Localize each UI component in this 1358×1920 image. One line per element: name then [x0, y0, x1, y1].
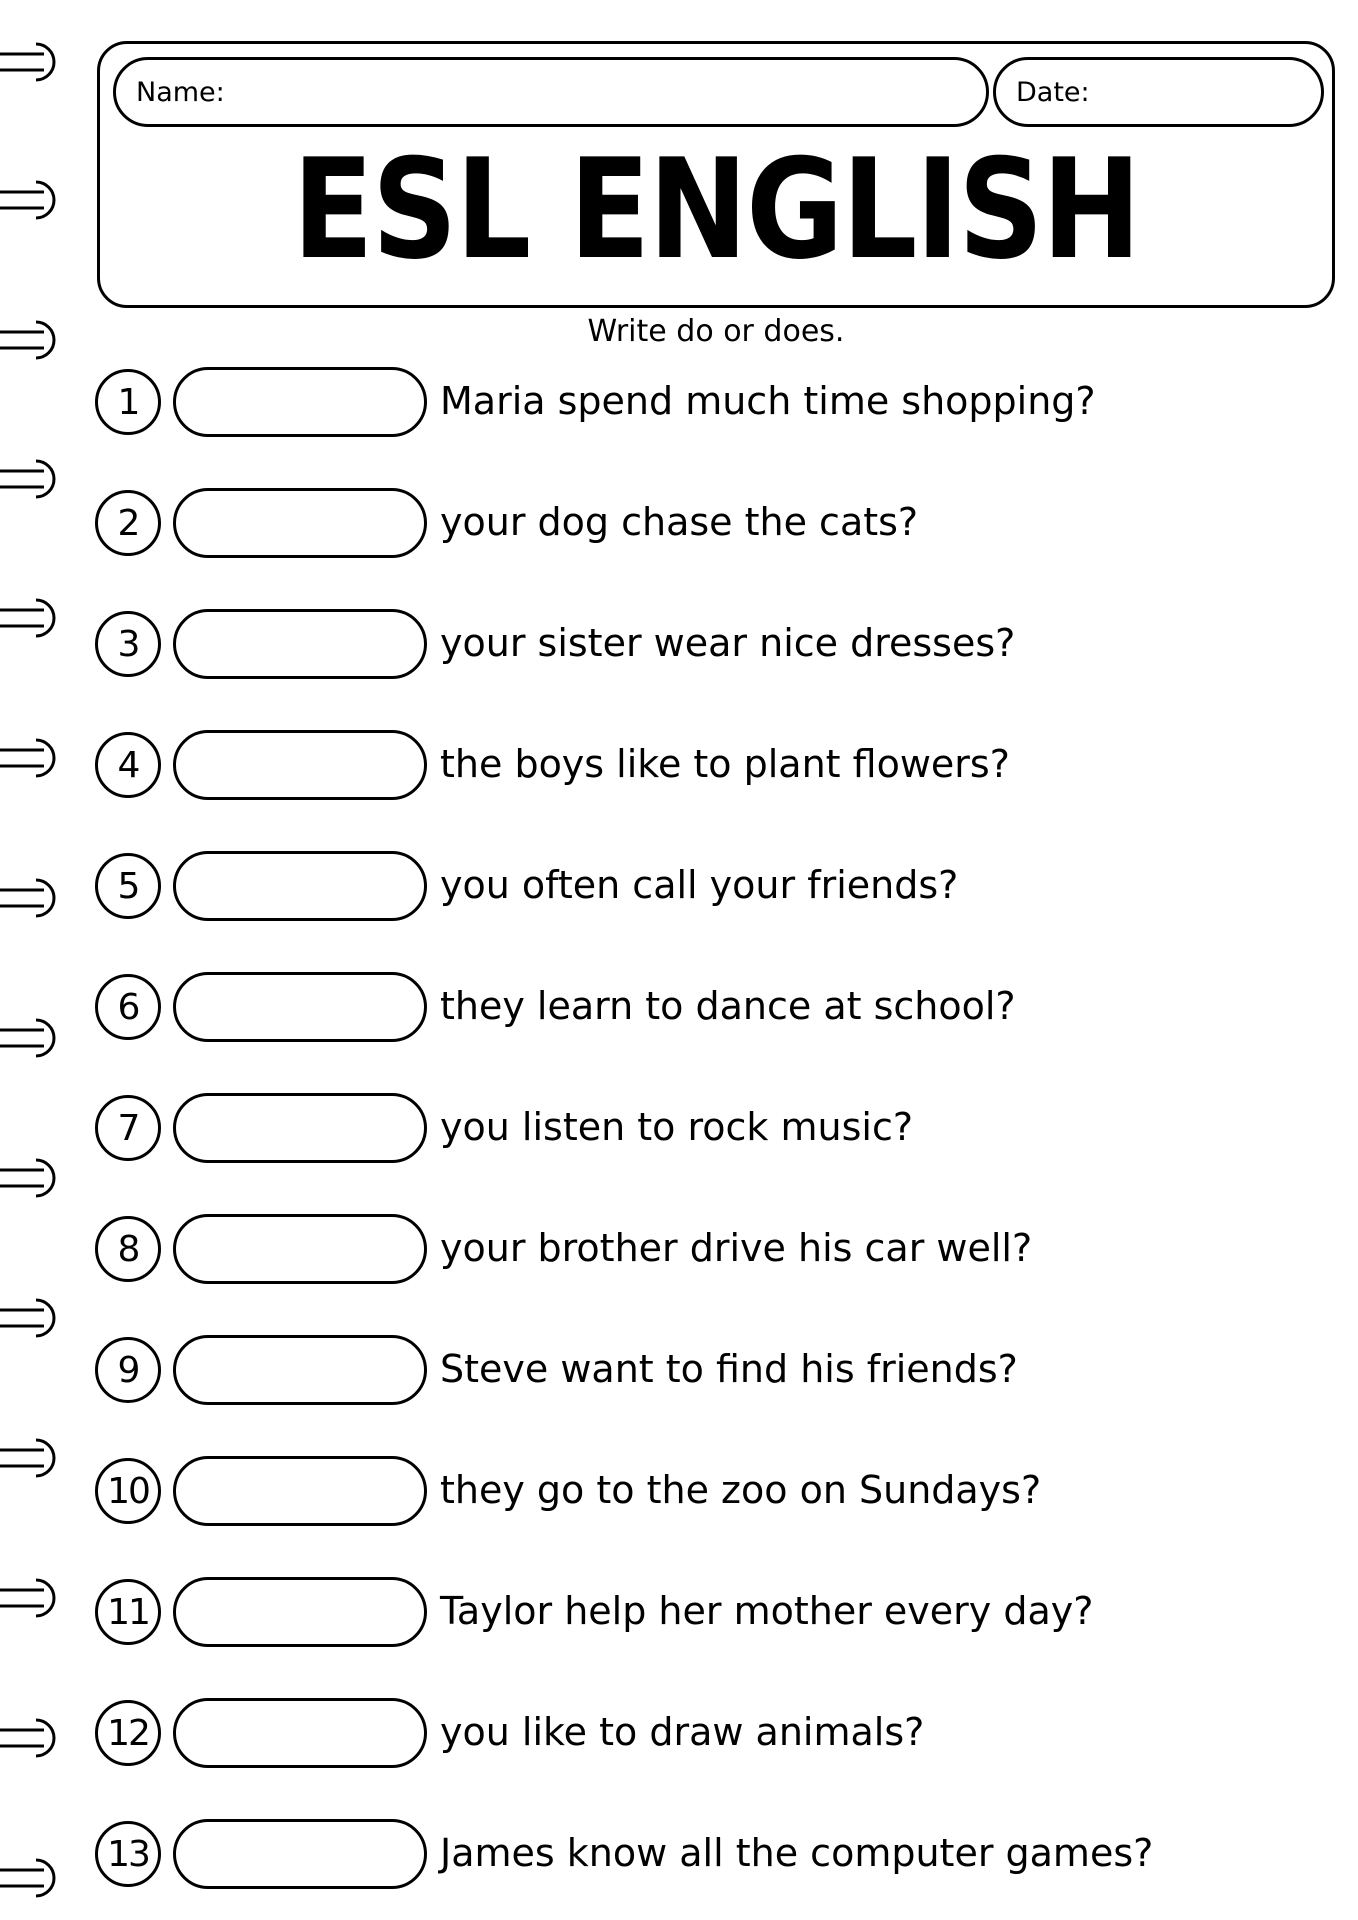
- answer-box[interactable]: [173, 1093, 427, 1163]
- question-number: 10: [95, 1458, 161, 1524]
- answer-box[interactable]: [173, 367, 427, 437]
- question-row: [95, 1575, 1335, 1647]
- question-number: 12: [95, 1700, 161, 1766]
- question-row: [95, 1212, 1335, 1284]
- question-row: [95, 1696, 1335, 1768]
- question-number: 11: [95, 1579, 161, 1645]
- binding-ring-icon: [0, 1716, 72, 1760]
- question-row: [95, 1817, 1335, 1889]
- answer-box[interactable]: [173, 609, 427, 679]
- instruction-text: Write do or does.: [587, 314, 845, 349]
- question-row: [95, 607, 1335, 679]
- answer-box[interactable]: [173, 1819, 427, 1889]
- answer-box[interactable]: [173, 1456, 427, 1526]
- question-number: 1: [95, 369, 161, 435]
- answer-box[interactable]: [173, 1577, 427, 1647]
- question-number: 7: [95, 1095, 161, 1161]
- question-text: you often call your friends?: [440, 863, 959, 907]
- question-text: Taylor help her mother every day?: [440, 1589, 1094, 1633]
- answer-box[interactable]: [173, 1214, 427, 1284]
- question-text: you listen to rock music?: [440, 1105, 914, 1149]
- question-row: [95, 849, 1335, 921]
- question-number: 9: [95, 1337, 161, 1403]
- binding-ring-icon: [0, 736, 72, 780]
- binding-ring-icon: [0, 596, 72, 640]
- question-number: 8: [95, 1216, 161, 1282]
- date-field[interactable]: [993, 57, 1324, 127]
- question-text: they go to the zoo on Sundays?: [440, 1468, 1042, 1512]
- question-row: [95, 1333, 1335, 1405]
- question-text: James know all the computer games?: [440, 1831, 1154, 1875]
- question-number: 3: [95, 611, 161, 677]
- binding-ring-icon: [0, 1856, 72, 1900]
- answer-box[interactable]: [173, 1335, 427, 1405]
- question-text: your brother drive his car well?: [440, 1226, 1033, 1270]
- question-text: Steve want to find his friends?: [440, 1347, 1018, 1391]
- binding-ring-icon: [0, 1436, 72, 1480]
- name-field[interactable]: [113, 57, 989, 127]
- answer-box[interactable]: [173, 1698, 427, 1768]
- question-number: 13: [95, 1821, 161, 1887]
- question-row: [95, 365, 1335, 437]
- question-text: your dog chase the cats?: [440, 500, 919, 544]
- binding-ring-icon: [0, 876, 72, 920]
- question-row: [95, 970, 1335, 1042]
- answer-box[interactable]: [173, 730, 427, 800]
- worksheet-title: ESL ENGLISH: [292, 129, 1140, 290]
- question-text: Maria spend much time shopping?: [440, 379, 1096, 423]
- binding-ring-icon: [0, 318, 72, 362]
- date-label: Date:: [1016, 76, 1090, 108]
- question-number: 6: [95, 974, 161, 1040]
- question-row: [95, 728, 1335, 800]
- question-row: [95, 1091, 1335, 1163]
- answer-box[interactable]: [173, 488, 427, 558]
- answer-box[interactable]: [173, 851, 427, 921]
- question-text: you like to draw animals?: [440, 1710, 925, 1754]
- name-label: Name:: [136, 76, 225, 108]
- binding-ring-icon: [0, 1016, 72, 1060]
- answer-box[interactable]: [173, 972, 427, 1042]
- binding-ring-icon: [0, 1156, 72, 1200]
- question-number: 4: [95, 732, 161, 798]
- question-text: they learn to dance at school?: [440, 984, 1016, 1028]
- question-number: 2: [95, 490, 161, 556]
- question-text: your sister wear nice dresses?: [440, 621, 1016, 665]
- question-row: [95, 486, 1335, 558]
- binding-ring-icon: [0, 457, 72, 501]
- binding-ring-icon: [0, 1576, 72, 1620]
- binding-ring-icon: [0, 40, 72, 84]
- question-row: [95, 1454, 1335, 1526]
- question-number: 5: [95, 853, 161, 919]
- binding-ring-icon: [0, 178, 72, 222]
- binding-ring-icon: [0, 1296, 72, 1340]
- question-text: the boys like to plant flowers?: [440, 742, 1010, 786]
